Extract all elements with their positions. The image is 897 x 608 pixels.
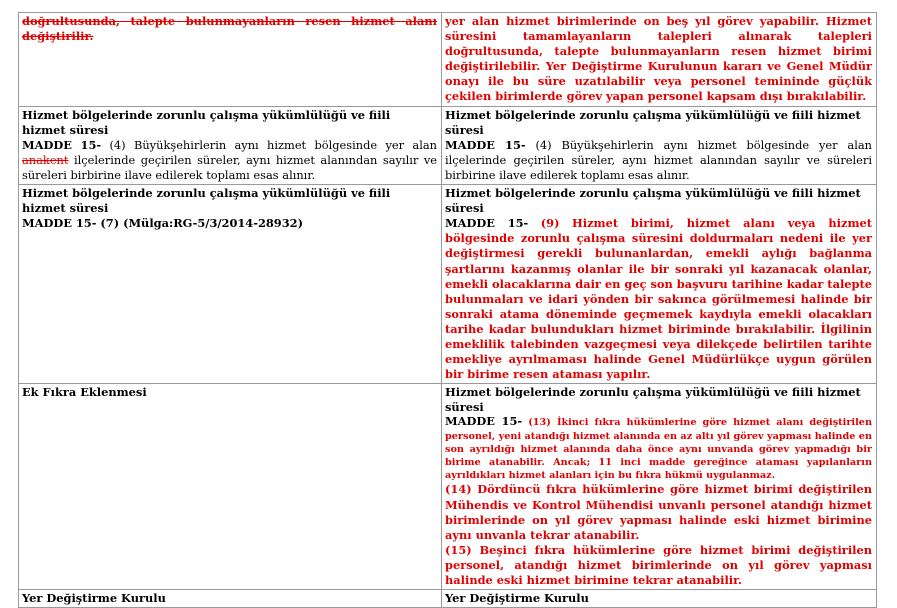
table-row [19, 384, 877, 590]
paragraph-text: Büyükşehirlerin aynı hizmet bölgesinde yer alan [133, 137, 437, 152]
paragraph-15 [445, 543, 872, 588]
article-number: MADDE 15- [445, 414, 523, 429]
paragraph-text: Büyükşehirlerin aynı hizmet bölgesinde yer alan ilçelerinde geçirilen süreler, aynı hizmet alanından sayılır ve süreleri birbirine ilave edilerek toplamı esas alınır. [445, 137, 872, 182]
section-heading: Hizmet bölgelerinde zorunlu çalışma yükümlülüğü ve fiili hizmet süresi [22, 186, 391, 216]
table-row [19, 106, 877, 184]
paragraph-number: (14) [445, 482, 472, 497]
article-number: MADDE 15- [22, 137, 102, 152]
new-text-cell [442, 384, 877, 590]
paragraph-text: ilçelerinde geçirilen süreler, aynı hizmet alanından sayılır ve süreleri birbirine ilave edilerek toplamı esas alınır. [22, 152, 438, 182]
new-text-cell [442, 13, 877, 107]
new-text-cell [442, 106, 877, 184]
table-row [19, 590, 877, 608]
section-heading: Ek Fıkra Eklenmesi [22, 385, 147, 400]
section-heading: Hizmet bölgelerinde zorunlu çalışma yükümlülüğü ve fiili hizmet süresi [445, 107, 861, 137]
article-number: MADDE 15- [445, 137, 526, 152]
old-text-cell [19, 13, 442, 107]
deleted-text: doğrultusunda, talepte bulunmayanların resen hizmet alanı değiştirilir. [22, 14, 437, 44]
paragraph-14 [445, 482, 872, 542]
old-text-cell [19, 106, 442, 184]
added-text: İkinci fıkra hükümlerine göre hizmet alanı değiştirilen personel, yeni atandığı hizmet alanında en az altı yıl görev yapması halinde en son ayrıldığı hizmet alanında daha önce aynı unvanda görev yapmadığı bir birime atanabilir. Ancak; 11 inci madde gereğince ataması yapılanların ayrıldıkları hizmet alanları için bu fıkra hükmü uygulanmaz. [445, 417, 872, 482]
article-repealed: MADDE 15- (7) (Mülga:RG-5/3/2014-28932) [22, 216, 303, 231]
added-text: Beşinci fıkra hükümlerine göre hizmet birimi değiştirilen personel, atandığı hizmet birimlerinde on yıl görev yapması halinde eski hizmet birimine tekrar atanabilir. [445, 542, 872, 588]
paragraph-number: (9) [540, 216, 560, 231]
section-heading: Hizmet bölgelerinde zorunlu çalışma yükümlülüğü ve fiili hizmet süresi [22, 107, 391, 137]
article-number: MADDE 15- [445, 216, 529, 231]
table-row [19, 13, 877, 107]
deleted-word: anakent [22, 152, 69, 167]
paragraph-number: (15) [445, 542, 472, 557]
old-text-cell [19, 185, 442, 384]
paragraph-number: (4) [535, 137, 552, 152]
table-row [19, 185, 877, 384]
added-text: yer alan hizmet birimlerinde on beş yıl görev yapabilir. Hizmet süresini tamamlayanların talepleri alınarak talepleri doğrultusunda, talepte bulunmayanların resen hizmet birimi değiştirilebilir. Yer Değiştirme Kurulunun kararı ve Genel Müdür onayı ile bu süre uzatılabilir veya personel temininde güçlük çekilen birimlerde görev yapan personel kapsam dışı bırakılabilir. [445, 14, 872, 104]
paragraph-13 [445, 415, 872, 482]
old-text-cell [19, 590, 442, 608]
added-text: Dördüncü fıkra hükümlerine göre hizmet birimi değiştirilen Mühendis ve Kontrol Mühendisi unvanlı personel atandığı hizmet birimlerinde on yıl görev yapması halinde eski hizmet birimine aynı unvanla tekrar atanabilir. [445, 482, 873, 542]
section-heading: Hizmet bölgelerinde zorunlu çalışma yükümlülüğü ve fiili hizmet süresi [445, 186, 861, 216]
section-heading: Yer Değiştirme Kurulu [445, 591, 589, 606]
added-text: Hizmet birimi, hizmet alanı veya hizmet bölgesinde zorunlu çalışma süresini doldurmaları nedeni ile yer değiştirmesi gerekli bulunanlardan, emekli aylığı bağlanma şartlarını kazanmış olanlar ile bir sonraki yıl kazanacak olanlar, emekli olacaklarına dair en geç son başvuru tarihine kadar talepte bulunmaları ve idari yönden bir sakınca görülmemesi halinde bir sonraki atama döneminde geçmemek kaydıyla emekli olacakları tarihe kadar bulundukları hizmet biriminde bırakılabilir. İlgilinin emeklilik talebinden vazgeçmesi veya dilekçede belirtilen tarihte emekliye ayrılmaması halinde Genel Müdürlükçe uygun görülen bir birime resen ataması yapılır. [445, 216, 873, 382]
comparison-table [18, 12, 877, 608]
old-text-cell [19, 384, 442, 590]
paragraph-number: (13) [528, 417, 551, 429]
new-text-cell [442, 185, 877, 384]
new-text-cell [442, 590, 877, 608]
section-heading: Yer Değiştirme Kurulu [22, 591, 166, 606]
paragraph-number: (4) [109, 137, 126, 152]
section-heading: Hizmet bölgelerinde zorunlu çalışma yükümlülüğü ve fiili hizmet süresi [445, 385, 861, 415]
